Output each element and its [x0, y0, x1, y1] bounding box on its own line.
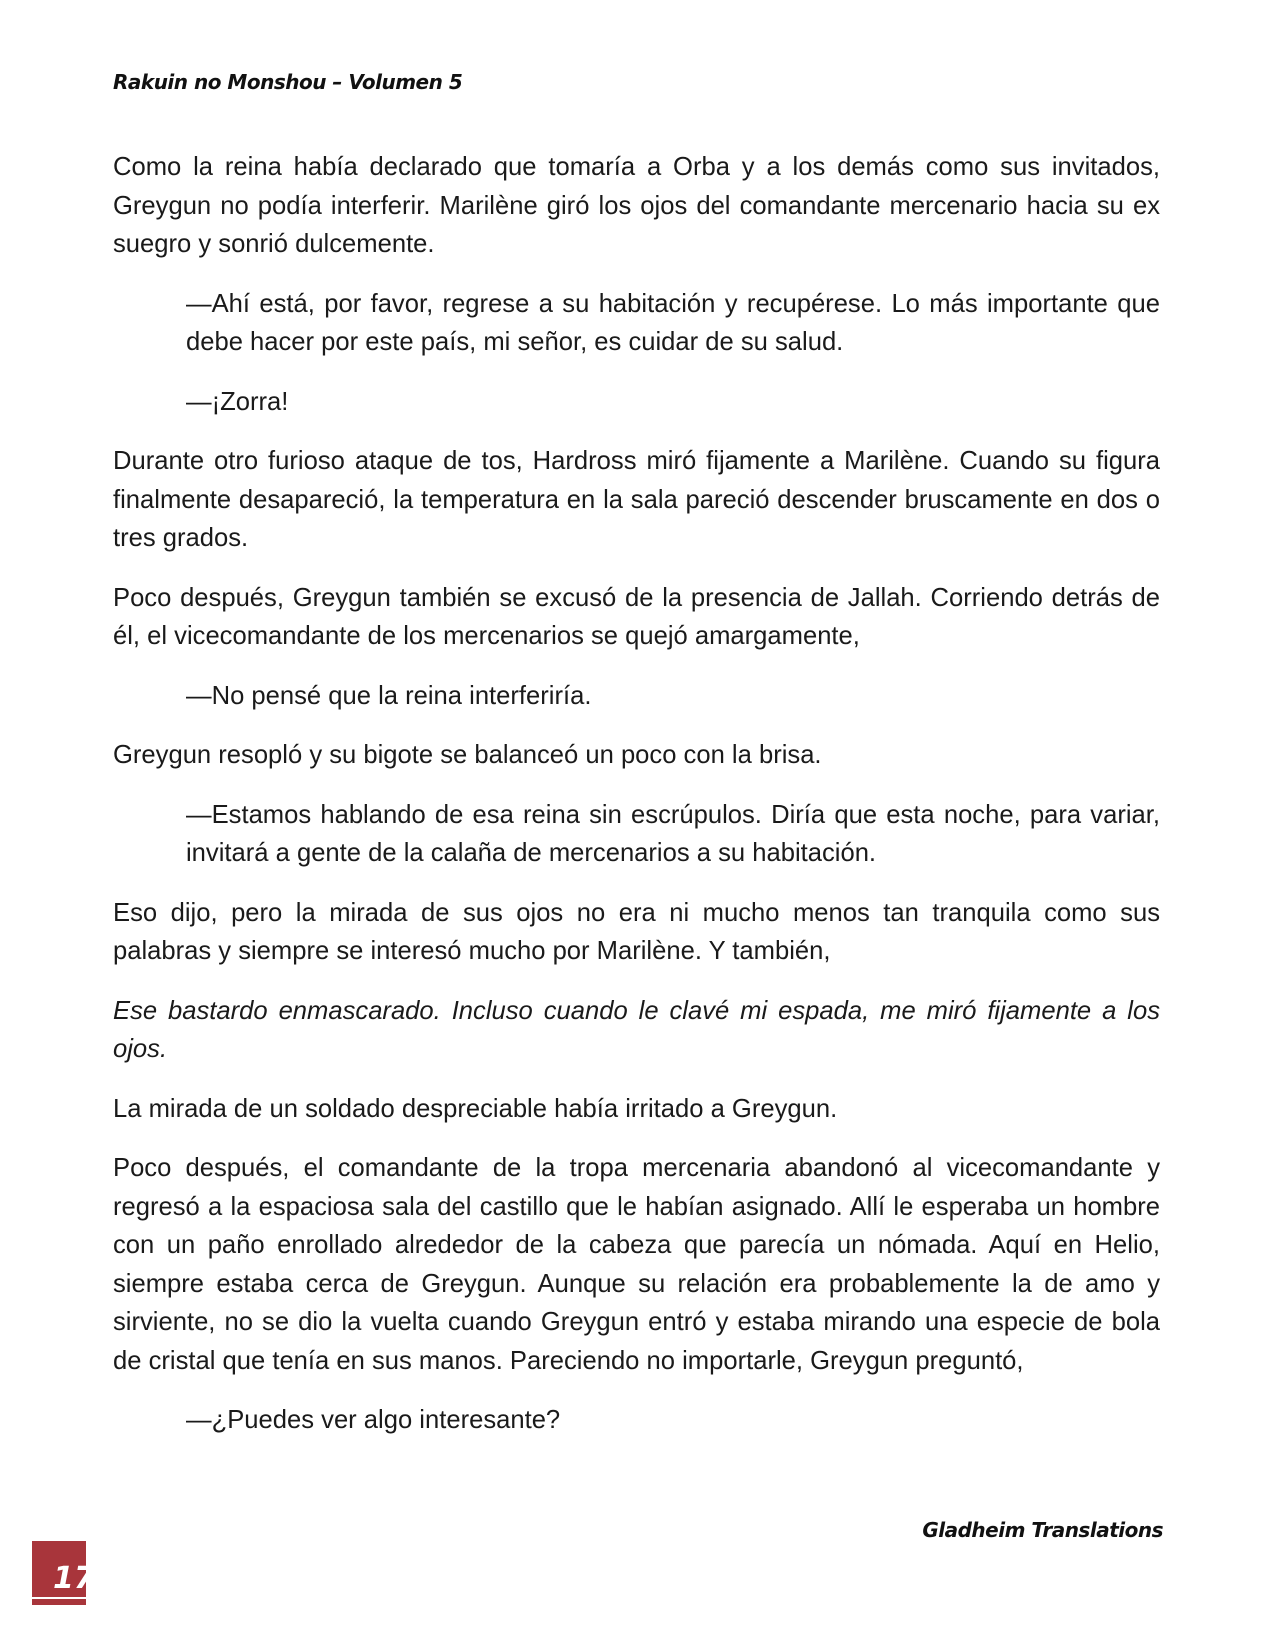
paragraph-6: La mirada de un soldado despreciable había irritado a Greygun.: [113, 1094, 838, 1123]
page-number-box: [32, 1541, 95, 1605]
dialogue-2: —¡Zorra!: [186, 387, 289, 416]
page-body: [113, 148, 1160, 1461]
dialogue-5: —¿Puedes ver algo interesante?: [186, 1406, 561, 1434]
page-number: 17: [53, 1561, 95, 1596]
paragraph-3: Poco después, Greygun también se excusó de la presencia de Jallah. Corriendo detrás de él, el vicecomandante de los mercenarios se quejó amargamente,: [113, 583, 1160, 650]
page-number-underline: [32, 1597, 86, 1599]
thought-paragraph: Ese bastardo enmascarado. Incluso cuando le clavé mi espada, me miró fijamente a los ojos.: [113, 996, 1160, 1063]
paragraph-1: Como la reina había declarado que tomaría a Orba y a los demás como sus invitados, Greygun no podía interferir. Marilène giró los ojos del comandante mercenario hacia su ex suegro y sonrió dulcemente.: [113, 153, 1160, 258]
paragraph-5: Eso dijo, pero la mirada de sus ojos no era ni mucho menos tan tranquila como sus palabras y siempre se interesó mucho por Marilène. Y también,: [113, 898, 1160, 965]
footer-brand: Gladheim Translations: [922, 1518, 1163, 1542]
dialogue-4: —Estamos hablando de esa reina sin escrúpulos. Diría que esta noche, para variar, invitará a gente de la calaña de mercenarios a su habitación.: [186, 800, 1160, 867]
paragraph-4: Greygun resopló y su bigote se balanceó un poco con la brisa.: [113, 741, 822, 769]
paragraph-7: Poco después, el comandante de la tropa mercenaria abandonó al vicecomandante y regresó a la espaciosa sala del castillo que le habían asignado. Allí le esperaba un hombre con un paño enrollado alrededor de la cabeza que parecía un nómada. Aquí en Helio, siempre estaba cerca de Greygun. Aunque su relación era probablemente la de amo y sirviente, no se dio la vuelta cuando Greygun entró y estaba mirando una especie de bola de cristal que tenía en sus manos. Pareciendo no importarle, Greygun preguntó,: [113, 1154, 1160, 1375]
running-header: Rakuin no Monshou – Volumen 5: [113, 70, 463, 94]
paragraph-2: Durante otro furioso ataque de tos, Hardross miró fijamente a Marilène. Cuando su figura finalmente desapareció, la temperatura en la sala pareció descender bruscamente en dos o tres grados.: [113, 447, 1160, 552]
dialogue-3: —No pensé que la reina interferiría.: [186, 681, 592, 710]
dialogue-1: —Ahí está, por favor, regrese a su habitación y recupérese. Lo más importante que debe hacer por este país, mi señor, es cuidar de su salud.: [186, 289, 1160, 356]
